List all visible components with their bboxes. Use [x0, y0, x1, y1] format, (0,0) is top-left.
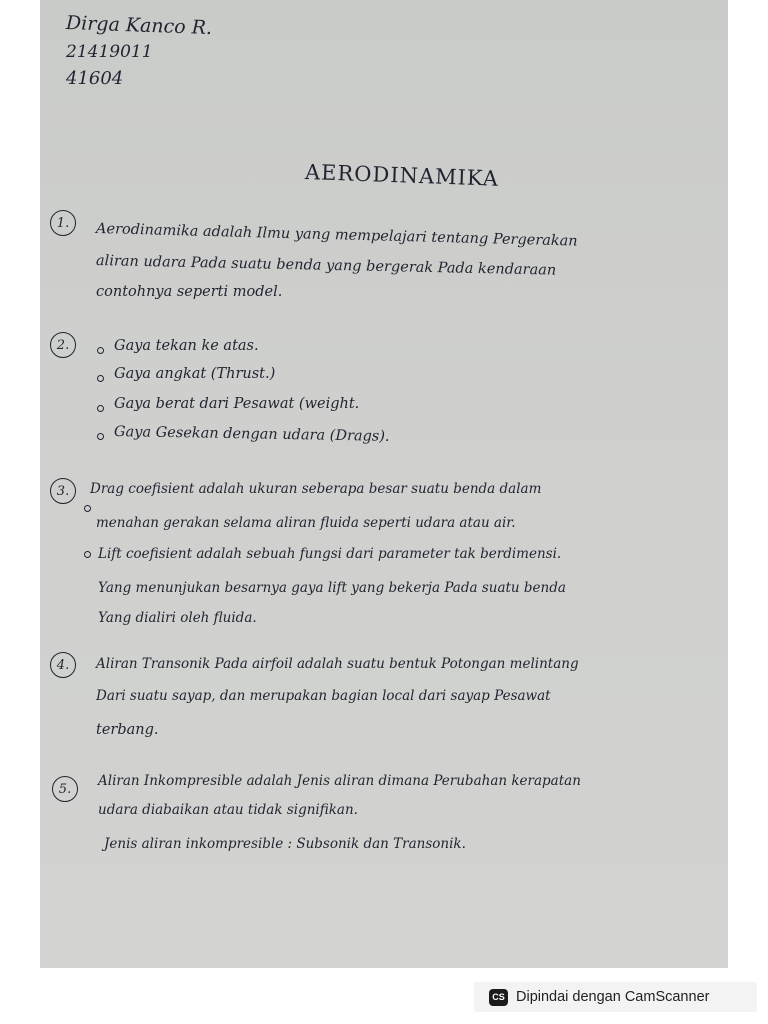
- camscanner-watermark: [474, 982, 757, 1012]
- bullet-dot: [97, 433, 104, 440]
- answer-2-bullet-3: Gaya berat dari Pesawat (weight.: [114, 396, 360, 412]
- student-name: Dirga Kanco R.: [65, 12, 213, 40]
- answer-2-bullet-1: Gaya tekan ke atas.: [114, 338, 259, 354]
- answer-number-3: 3.: [50, 478, 76, 504]
- camscanner-label: Dipindai dengan CamScanner: [516, 989, 710, 1005]
- scanned-page: [40, 0, 728, 968]
- answer-4-line-3: terbang.: [96, 722, 159, 738]
- answer-2-bullet-2: Gaya angkat (Thrust.): [114, 366, 276, 382]
- answer-2-bullet-4: Gaya Gesekan dengan udara (Drags).: [113, 424, 390, 445]
- camscanner-logo-icon: CS: [489, 989, 508, 1006]
- answer-5-line-2: udara diabaikan atau tidak signifikan.: [98, 802, 358, 818]
- answer-4-line-1: Aliran Transonik Pada airfoil adalah suatu bentuk Potongan melintang: [96, 656, 579, 672]
- answer-number-1: 1.: [50, 210, 76, 236]
- answer-1-line-1: Aerodinamika adalah Ilmu yang mempelajari tentang Pergerakan: [95, 221, 578, 250]
- answer-4-line-2: Dari suatu sayap, dan merupakan bagian local dari sayap Pesawat: [96, 688, 551, 704]
- bullet-dot: [84, 551, 91, 558]
- student-id: 21419011: [66, 42, 153, 62]
- answer-1-line-2: aliran udara Pada suatu benda yang bergerak Pada kendaraan: [95, 253, 557, 279]
- class-code: 41604: [66, 68, 124, 89]
- bullet-dot: [84, 505, 91, 512]
- answer-3-line-5: Yang dialiri oleh fluida.: [98, 610, 257, 626]
- answer-3-line-1: Drag coefisient adalah ukuran seberapa besar suatu benda dalam: [90, 481, 542, 497]
- page-title: AERODINAMIKA: [304, 160, 500, 191]
- answer-3-line-2: menahan gerakan selama aliran fluida seperti udara atau air.: [96, 515, 516, 531]
- bullet-dot: [97, 347, 104, 354]
- answer-number-5: 5.: [52, 776, 78, 802]
- answer-3-line-4: Yang menunjukan besarnya gaya lift yang bekerja Pada suatu benda: [98, 580, 566, 596]
- answer-number-2: 2.: [50, 332, 76, 358]
- answer-3-line-3: Lift coefisient adalah sebuah fungsi dari parameter tak berdimensi.: [98, 546, 562, 562]
- answer-5-line-1: Aliran Inkompresible adalah Jenis aliran dimana Perubahan kerapatan: [98, 773, 581, 789]
- answer-1-line-3: contohnya seperti model.: [96, 284, 283, 300]
- answer-number-4: 4.: [50, 652, 76, 678]
- bullet-dot: [97, 375, 104, 382]
- answer-5-line-3: Jenis aliran inkompresible : Subsonik dan Transonik.: [104, 836, 466, 852]
- bullet-dot: [97, 405, 104, 412]
